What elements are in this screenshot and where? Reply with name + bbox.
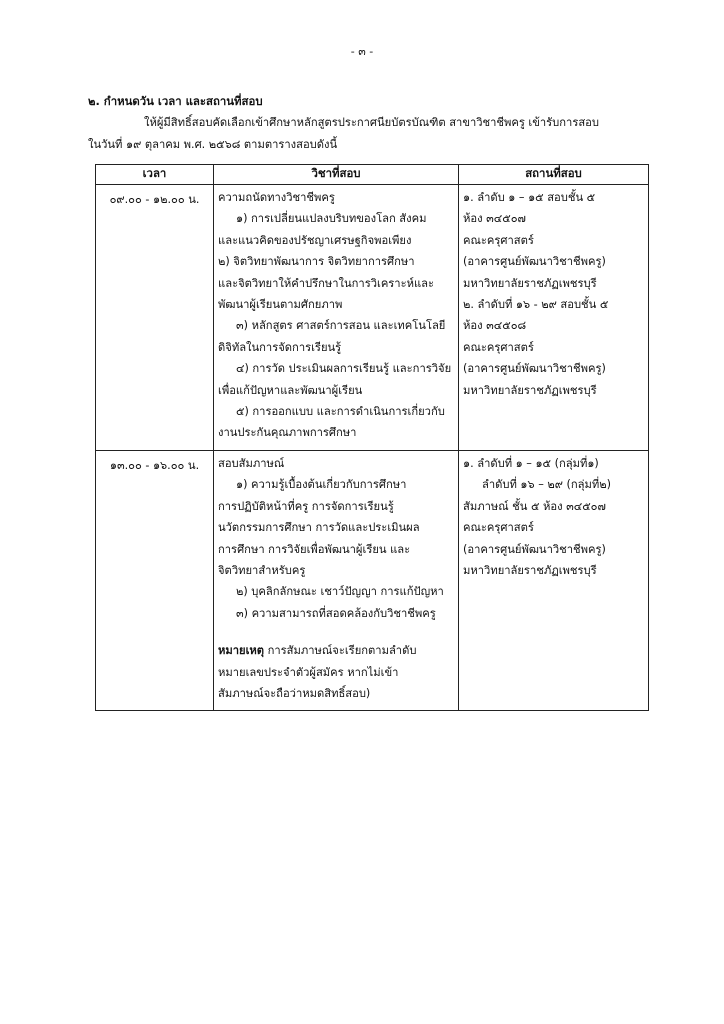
place-line: ๑. ลำดับที่ ๑ – ๑๕ (กลุ่มที่๑) [463,456,599,470]
spacer [218,624,454,640]
place-line: คณะครุศาสตร์ [463,233,534,247]
note-line: หมายเลขประจำตัวผู้สมัคร หากไม่เข้า [218,665,399,679]
place-line: ๑. ลำดับ ๑ – ๑๕ สอบชั้น ๕ [463,191,596,204]
subject-line: และแนวคิดของปรัชญาเศรษฐกิจพอเพียง [218,233,412,247]
place-line: ห้อง ๓๔๕๐๘ [463,319,527,333]
subject-line: ๒) บุคลิกลักษณะ เชาว์ปัญญา การแก้ปัญหา [236,585,444,599]
place-line: (อาคารศูนย์พัฒนาวิชาชีพครู) [463,255,606,269]
place-cell [459,450,649,710]
place-line: สัมภาษณ์ ชั้น ๕ ห้อง ๓๔๕๐๗ [463,499,606,513]
subject-line: ๓) ความสามารถที่สอดคล้องกับวิชาชีพครู [236,606,436,620]
subject-cell [214,450,459,710]
note-line [218,640,454,661]
intro-line-1: ให้ผู้มีสิทธิ์สอบคัดเลือกเข้าศึกษาหลักสูตรประกาศนียบัตรบัณฑิต สาขาวิชาชีพครู เข้ารับการสอบ [144,116,599,129]
place-line: มหาวิทยาลัยราชภัฏเพชรบุรี [463,383,597,397]
subject-line: ๓) หลักสูตร ศาสตร์การสอน และเทคโนโลยี [236,319,446,333]
header-time: เวลา [96,165,214,185]
subject-line: ๔) การวัด ประเมินผลการเรียนรู้ และการวิจัย [236,362,452,376]
place-line: ๒. ลำดับที่ ๑๖ - ๒๙ สอบชั้น ๕ [463,298,609,312]
header-place: สถานที่สอบ [459,165,649,185]
subject-line: การปฏิบัติหน้าที่ครู การจัดการเรียนรู้ [218,499,394,513]
subject-line: การศึกษา การวิจัยเพื่อพัฒนาผู้เรียน และ [218,542,411,556]
table-header-row [96,165,649,185]
place-line: มหาวิทยาลัยราชภัฏเพชรบุรี [463,563,597,577]
subject-line: จิตวิทยาสำหรับครู [218,563,306,577]
subject-line: ๑) การเปลี่ยนแปลงบริบทของโลก สังคม [236,212,427,226]
time-cell: ๐๙.๐๐ - ๑๒.๐๐ น. [96,185,214,451]
exam-schedule-table [95,164,649,711]
place-line: คณะครุศาสตร์ [463,521,534,535]
subject-line: และจิตวิทยาให้คำปรึกษาในการวิเคราะห์และ [218,276,435,290]
subject-line: ๑) ความรู้เบื้องต้นเกี่ยวกับการศึกษา [236,478,407,492]
subject-line: ดิจิทัลในการจัดการเรียนรู้ [218,340,342,354]
place-line: คณะครุศาสตร์ [463,340,534,354]
place-cell [459,185,649,451]
note-label: หมายเหตุ [218,644,265,658]
subject-line: งานประกันคุณภาพการศึกษา [218,426,357,440]
subject-line: ความถนัดทางวิชาชีพครู [218,191,335,204]
subject-line: นวัตกรรมการศึกษา การวัดและประเมินผล [218,521,420,535]
table-row [96,185,649,451]
note-text: การสัมภาษณ์จะเรียกตามลำดับ [264,644,417,658]
place-line: ลำดับที่ ๑๖ – ๒๙ (กลุ่มที่๒) [482,478,611,492]
time-cell: ๑๓.๐๐ - ๑๖.๐๐ น. [96,450,214,710]
subject-line: พัฒนาผู้เรียนตามศักยภาพ [218,298,343,312]
subject-line: สอบสัมภาษณ์ [218,456,285,470]
subject-line: ๕) การออกแบบ และการดำเนินการเกี่ยวกับ [236,405,445,419]
subject-line: เพื่อแก้ปัญหาและพัฒนาผู้เรียน [218,383,363,397]
place-line: ห้อง ๓๔๕๐๗ [463,212,526,226]
subject-line: ๒) จิตวิทยาพัฒนาการ จิตวิทยาการศึกษา [218,255,415,269]
place-line: (อาคารศูนย์พัฒนาวิชาชีพครู) [463,542,606,556]
page-number: - ๓ - [350,45,374,58]
note-line: สัมภาษณ์จะถือว่าหมดสิทธิ์สอบ) [218,686,371,700]
place-line: มหาวิทยาลัยราชภัฏเพชรบุรี [463,276,597,290]
header-subject: วิชาที่สอบ [214,165,459,185]
section-heading: ๒. กำหนดวัน เวลา และสถานที่สอบ [88,94,263,108]
subject-cell [214,185,459,451]
intro-line-2: ในวันที่ ๑๙ ตุลาคม พ.ศ. ๒๕๖๘ ตามตารางสอบดังนี้ [88,138,338,151]
table-row [96,450,649,710]
place-line: (อาคารศูนย์พัฒนาวิชาชีพครู) [463,362,606,376]
